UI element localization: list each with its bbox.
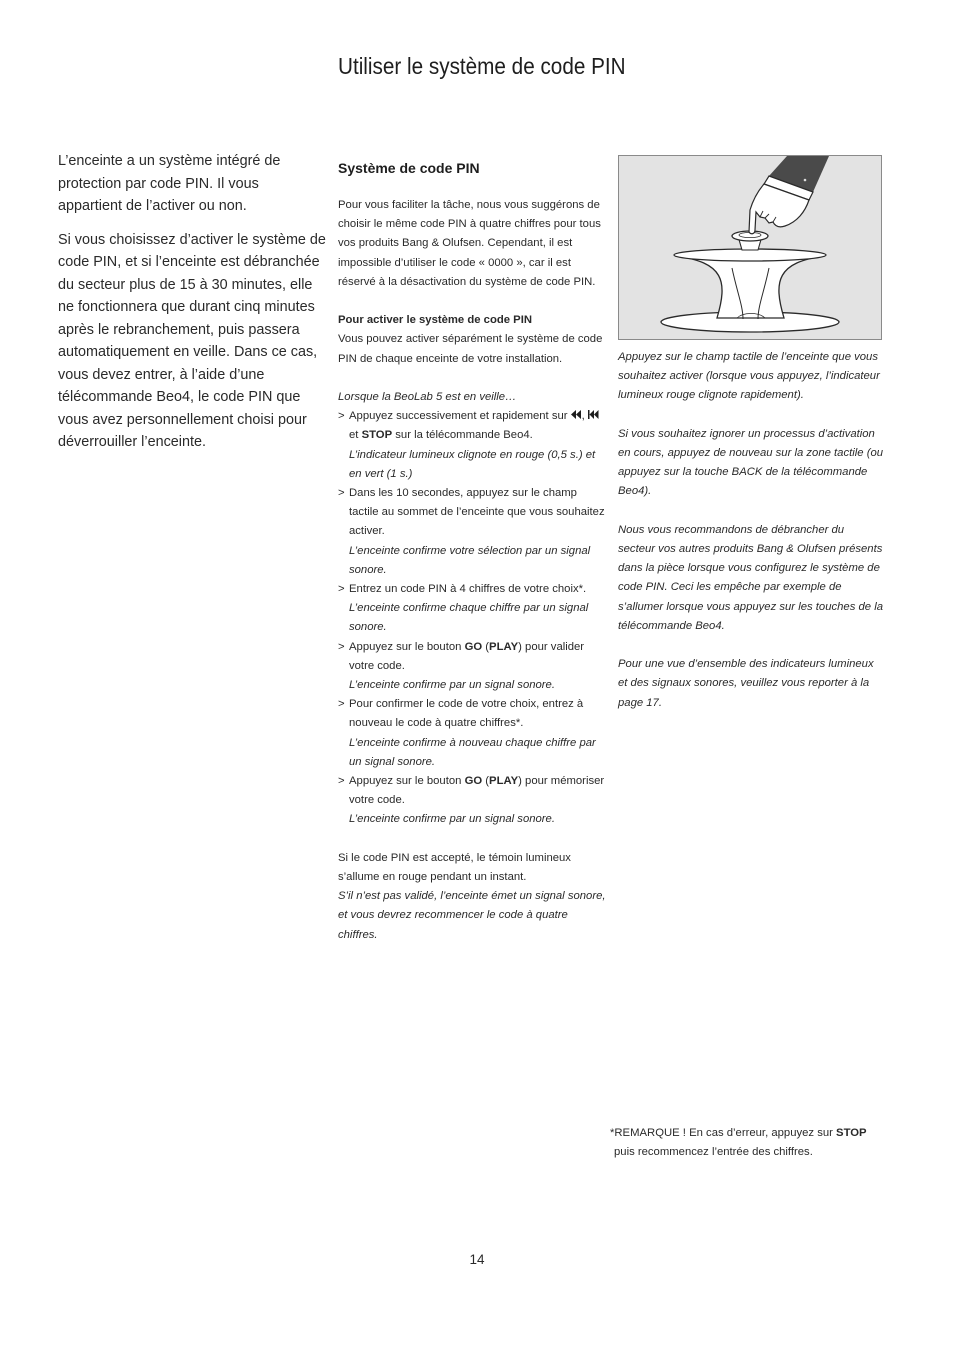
steps-list — [338, 407, 608, 829]
play-key-label: PLAY — [489, 640, 519, 653]
step-6-result: L’enceinte confirme par un signal sonore. — [349, 813, 555, 826]
step-3 — [338, 580, 608, 638]
intro-column — [58, 150, 326, 465]
footnote-text: *REMARQUE ! En cas d’erreur, appuyez sur — [610, 1127, 837, 1139]
page-number: 14 — [469, 1252, 485, 1267]
step-3-text: Entrez un code PIN à 4 chiffres de votre choix*. — [349, 583, 587, 596]
stop-key-label: STOP — [836, 1127, 867, 1139]
notes-column — [618, 155, 884, 732]
step-5 — [338, 695, 608, 772]
step-3-result: L’enceinte confirme chaque chiffre par un signal sonore. — [349, 602, 589, 634]
step-1-text: Appuyez successivement et rapidement sur — [349, 410, 571, 423]
note-unplug: Nous vous recommandons de débrancher du secteur vos autres produits Bang & Olufsen présents dans la pièce lorsque vous configurez le système de code PIN. Ceci les empêche par exemple de s’allumer lorsque vous appuyez sur les touches de la télécommande Beo4. — [618, 523, 883, 632]
step-5-result: L’enceinte confirme à nouveau chaque chiffre par un signal sonore. — [349, 736, 596, 768]
step-4-text: Appuyez sur le bouton — [349, 640, 465, 653]
step-1-text-3: sur la télécommande Beo4. — [392, 429, 533, 442]
rewind-icon — [588, 410, 599, 419]
caption-touch: Appuyez sur le champ tactile de l’enceinte que vous souhaitez activer (lorsque vous appuyez, l’indicateur lumineux rouge clignote rapidement). — [618, 351, 880, 402]
speaker-illustration — [618, 155, 882, 340]
instructions-column — [338, 158, 608, 945]
step-5-text: Pour confirmer le code de votre choix, entrez à nouveau le code à quatre chiffres*. — [349, 698, 584, 730]
rewind-icon — [571, 410, 582, 419]
outcome-accepted: Si le code PIN est accepté, le témoin lumineux s’allume en rouge pendant un instant. — [338, 851, 571, 884]
step-4-result: L’enceinte confirme par un signal sonore. — [349, 679, 555, 692]
stop-key-label: STOP — [361, 429, 393, 442]
step-2 — [338, 484, 608, 580]
note-cancel: Si vous souhaitez ignorer un processus d’activation en cours, appuyez de nouveau sur la zone tactile (ou appuyez sur la touche BACK de la télécommande Beo4). — [618, 427, 884, 498]
subsection-text: Vous pouvez activer séparément le système de code PIN de chaque enceinte de votre installation. — [338, 333, 603, 365]
footnote — [610, 1124, 890, 1161]
go-key-label: GO — [464, 640, 483, 653]
step-2-result: L’enceinte confirme votre sélection par un signal sonore. — [349, 544, 591, 576]
condition-line: Lorsque la BeoLab 5 est en veille… — [338, 391, 517, 403]
go-key-label: GO — [464, 775, 483, 788]
step-2-text: Dans les 10 secondes, appuyez sur le champ tactile au sommet de l’enceinte que vous souhaitez activer. — [349, 487, 605, 538]
step-6-text-3: ) pour mémoriser votre code. — [349, 775, 605, 807]
intro-paragraph-2: Si vous choisissez d’activer le système de code PIN, et si l’enceinte est débranchée du secteur plus de 15 à 30 minutes, elle ne fonctionnera que durant cinq minutes après le rebranchement, puis passera automatiquement en veille. Dans ce cas, vous devez entrer, à l’aide d’une télécommande Beo4, le code PIN que vous avez personnellement choisi pour déverrouiller l’enceinte. — [58, 231, 326, 450]
step-6-text: Appuyez sur le bouton — [349, 775, 465, 788]
note-reference: Pour une vue d’ensemble des indicateurs lumineux et des signaux sonores, veuillez vous reporter à la page 17. — [618, 658, 874, 709]
outcome-rejected: S’il n’est pas validé, l’enceinte émet un signal sonore, et vous devrez recommencer le code à quatre chiffres. — [338, 890, 606, 941]
step-1-text-2: et — [349, 429, 362, 442]
step-1-result: L’indicateur lumineux clignote en rouge (0,5 s.) et en vert (1 s.) — [349, 448, 596, 480]
step-6-text-2: ( — [482, 775, 490, 788]
intro-paragraph-1: L’enceinte a un système intégré de protection par code PIN. Il vous appartient de l’activer ou non. — [58, 153, 281, 214]
section-heading: Système de code PIN — [338, 160, 480, 176]
footnote-text-2: puis recommencez l’entrée des chiffres. — [614, 1145, 813, 1158]
step-4 — [338, 638, 608, 696]
step-4-text-2: ( — [482, 640, 490, 653]
section-intro: Pour vous faciliter la tâche, nous vous suggérons de choisir le même code PIN à quatre chiffres pour tous vos produits Bang & Olufsen. Cependant, il est impossible d’utiliser le code « 0000 », car il est réservé à la désactivation du système de code PIN. — [338, 199, 601, 288]
page-title: Utiliser le système de code PIN — [338, 53, 626, 79]
step-4-text-3: ) pour valider votre code. — [349, 640, 585, 672]
subsection-heading: Pour activer le système de code PIN — [338, 314, 533, 327]
play-key-label: PLAY — [489, 775, 519, 788]
step-6 — [338, 772, 608, 830]
step-1: > Appuyez successivement et rapidement sur , et STOP sur la télécommande Beo4. L’indicateur lumineux clignote en rouge (0,5 s.) et en vert (1 s.) — [338, 407, 608, 484]
